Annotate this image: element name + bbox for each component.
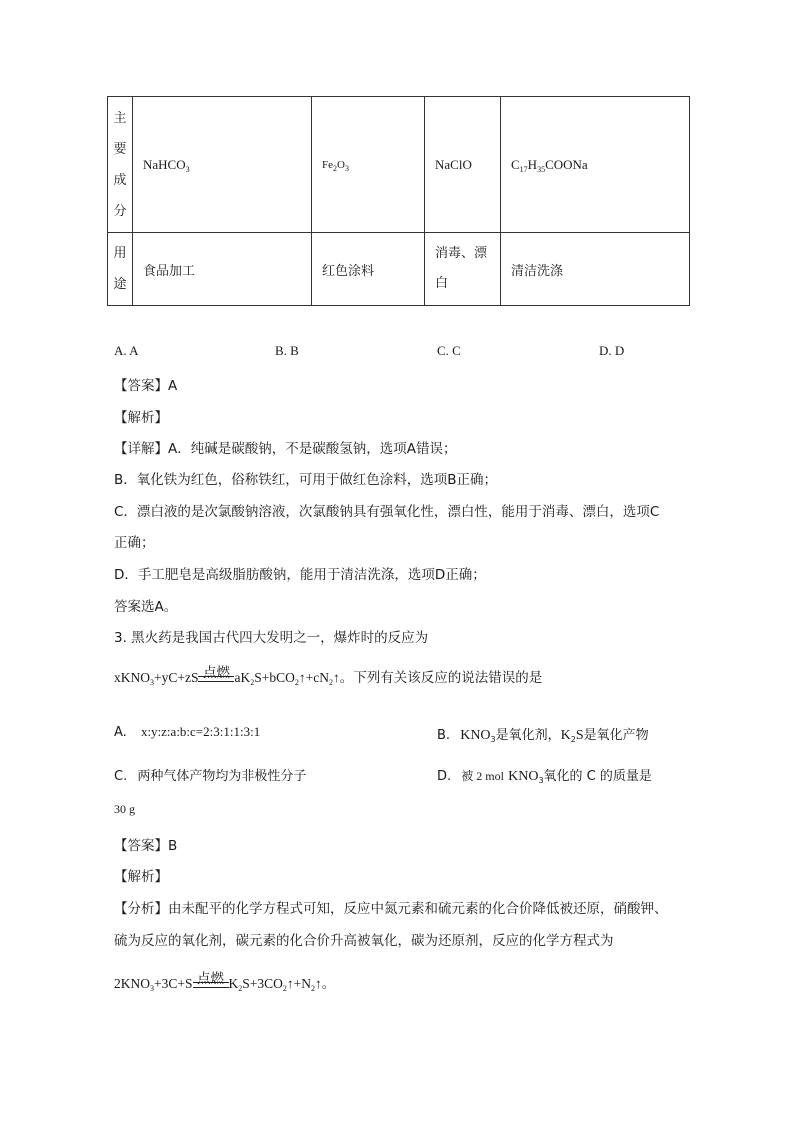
formula-sub: 3 <box>185 164 190 174</box>
eq-part: ↑+N <box>286 976 312 991</box>
cell-a-usage: 食品加工 <box>133 233 312 306</box>
eq-sub: 3 <box>150 984 154 993</box>
label-char: 主 <box>113 110 127 126</box>
cell-d-usage: 清洁洗涤 <box>501 233 690 306</box>
choice-letter: C. <box>114 769 128 784</box>
answer-tag: 【答案】 <box>114 378 168 394</box>
choice-text: 被 2 mol <box>461 769 504 783</box>
detail-tag: 【详解】 <box>114 441 168 457</box>
cell-a-composition <box>133 97 312 233</box>
reaction-condition <box>193 971 229 992</box>
row-label-usage <box>108 233 133 306</box>
formula-text: H <box>527 156 538 172</box>
cell-line: 白 <box>435 276 449 291</box>
q3-balanced-equation <box>114 972 335 992</box>
choice-text: KNO <box>508 769 539 784</box>
eq-sub: 2 <box>294 678 299 687</box>
formula-sub: 3 <box>344 163 349 173</box>
choice-text: x:y:z:a:b:c=2:3:1:1:3:1 <box>140 724 261 739</box>
label-char: 用 <box>113 246 127 261</box>
choice-sub: 3 <box>538 776 544 785</box>
fenxi-tag: 【分析】 <box>114 901 168 917</box>
eq-part: xKNO <box>114 670 150 685</box>
q3-choice-b <box>437 724 649 744</box>
eq-part: ↑ <box>332 670 340 685</box>
q2-detail-line: D．手工肥皂是高级脂肪酸钠，能用于清洁洗涤，选项D正确； <box>114 567 486 583</box>
choice-text: KNO <box>460 728 491 743</box>
q3-equation-line <box>114 666 542 686</box>
eq-part: ↑+cN <box>298 670 329 685</box>
answer-tag: 【答案】 <box>114 838 168 854</box>
label-char: 要 <box>113 141 127 157</box>
eq-sub: 2 <box>238 984 243 993</box>
cell-b-usage: 红色涂料 <box>312 233 425 306</box>
label-char: 途 <box>113 277 127 292</box>
eq-part: S+bCO <box>254 670 295 685</box>
q3-stem: 3. 黑火药是我国古代四大发明之一，爆炸时的反应为 <box>114 630 429 646</box>
equation-tail: 。 <box>321 976 336 992</box>
choice-letter: B. <box>437 728 451 743</box>
q2-analysis-tag: 【解析】 <box>114 410 168 426</box>
choice-text: 是氧化产物 <box>583 728 649 743</box>
formula-sub: 17 <box>519 164 528 174</box>
stem-tail: 。下列有关该反应的说法错误的是 <box>339 670 543 686</box>
fenxi-text: 由未配平的化学方程式可知，反应中氮元素和硫元素的化合价降低被还原，硝酸钾、 <box>168 901 668 917</box>
q2-detail-line: C．漂白液的是次氯酸钠溶液，次氯酸钠具有强氧化性，漂白性，能用于消毒、漂白，选项C <box>114 504 660 520</box>
formula-text: COONa <box>545 156 588 172</box>
q2-detail-line <box>114 437 456 457</box>
equation-right <box>229 976 322 991</box>
q2-detail-line: B．氧化铁为红色，俗称铁红，可用于做红色涂料，选项B正确； <box>114 472 498 488</box>
components-table <box>107 96 690 306</box>
choice-text: 氧化的 C 的质量是 <box>543 769 652 784</box>
eq-part: +yC+zS <box>154 670 199 685</box>
cell-c-composition <box>425 97 501 233</box>
equation-left <box>114 976 193 991</box>
label-char: 成 <box>113 172 127 188</box>
option-b: B. B <box>275 343 299 358</box>
formula-sub: 35 <box>537 164 546 174</box>
choice-text: 是氧化剂， <box>495 728 561 743</box>
answer-value: B <box>168 838 178 854</box>
answer-value: A <box>168 378 178 394</box>
option-a: A. A <box>114 343 139 358</box>
q2-detail-line: 正确； <box>114 535 155 551</box>
eq-sub: 3 <box>150 678 154 687</box>
formula-text: NaHCO <box>143 156 186 172</box>
condition-text: 点燃 <box>202 665 230 681</box>
formula-text: NaClO <box>435 156 472 172</box>
eq-sub: 2 <box>311 984 316 993</box>
label-char: 分 <box>113 203 127 219</box>
q3-fenxi-line <box>114 897 668 917</box>
equation-right <box>234 670 339 685</box>
equation-left <box>114 670 198 685</box>
option-c: C. C <box>437 343 461 358</box>
eq-part: 2KNO <box>114 976 150 991</box>
option-d: D. D <box>599 343 625 358</box>
choice-letter: A. <box>114 725 127 740</box>
q3-choice-a <box>114 724 260 740</box>
eq-part: aK <box>234 670 251 685</box>
cell-line: 消毒、漂 <box>435 246 488 261</box>
q2-conclusion: 答案选A。 <box>114 599 178 615</box>
eq-sub: 2 <box>282 984 287 993</box>
cell-b-composition <box>312 97 425 233</box>
q3-fenxi-line: 硫为反应的氧化剂，碳元素的化合价升高被氧化，碳为还原剂，反应的化学方程式为 <box>114 933 614 949</box>
choice-letter: D. <box>437 769 452 784</box>
q3-analysis-tag: 【解析】 <box>114 869 168 885</box>
choice-text: S <box>575 728 584 743</box>
condition-text: 点燃 <box>197 971 224 987</box>
q3-choice-d <box>437 765 652 785</box>
formula-sub: 2 <box>333 163 337 173</box>
eq-sub: 2 <box>328 678 333 687</box>
choice-text: K <box>560 728 571 743</box>
q2-answer <box>114 374 177 394</box>
choice-sub: 2 <box>570 735 576 744</box>
q3-choice-c <box>114 765 306 784</box>
eq-part: +3C+S <box>154 976 193 991</box>
eq-part: ↑ <box>315 976 322 991</box>
q3-choice-d-continued: 30 g <box>114 802 135 816</box>
formula-text: C <box>511 156 520 172</box>
formula-text: O <box>337 158 345 171</box>
eq-part: K <box>228 976 239 991</box>
cell-c-usage <box>425 233 501 306</box>
choice-sub: 3 <box>490 735 496 744</box>
choice-text: 两种气体产物均为非极性分子 <box>137 769 307 784</box>
reaction-condition <box>198 665 234 686</box>
table-row <box>108 233 690 306</box>
formula-text: Fe <box>322 158 333 171</box>
q3-answer <box>114 834 177 854</box>
eq-part: S+3CO <box>242 976 283 991</box>
row-label-composition <box>108 97 133 233</box>
table-row <box>108 97 690 233</box>
cell-d-composition <box>501 97 690 233</box>
detail-text: A．纯碱是碳酸钠，不是碳酸氢钠，选项A错误； <box>168 441 457 457</box>
eq-sub: 2 <box>250 678 255 687</box>
